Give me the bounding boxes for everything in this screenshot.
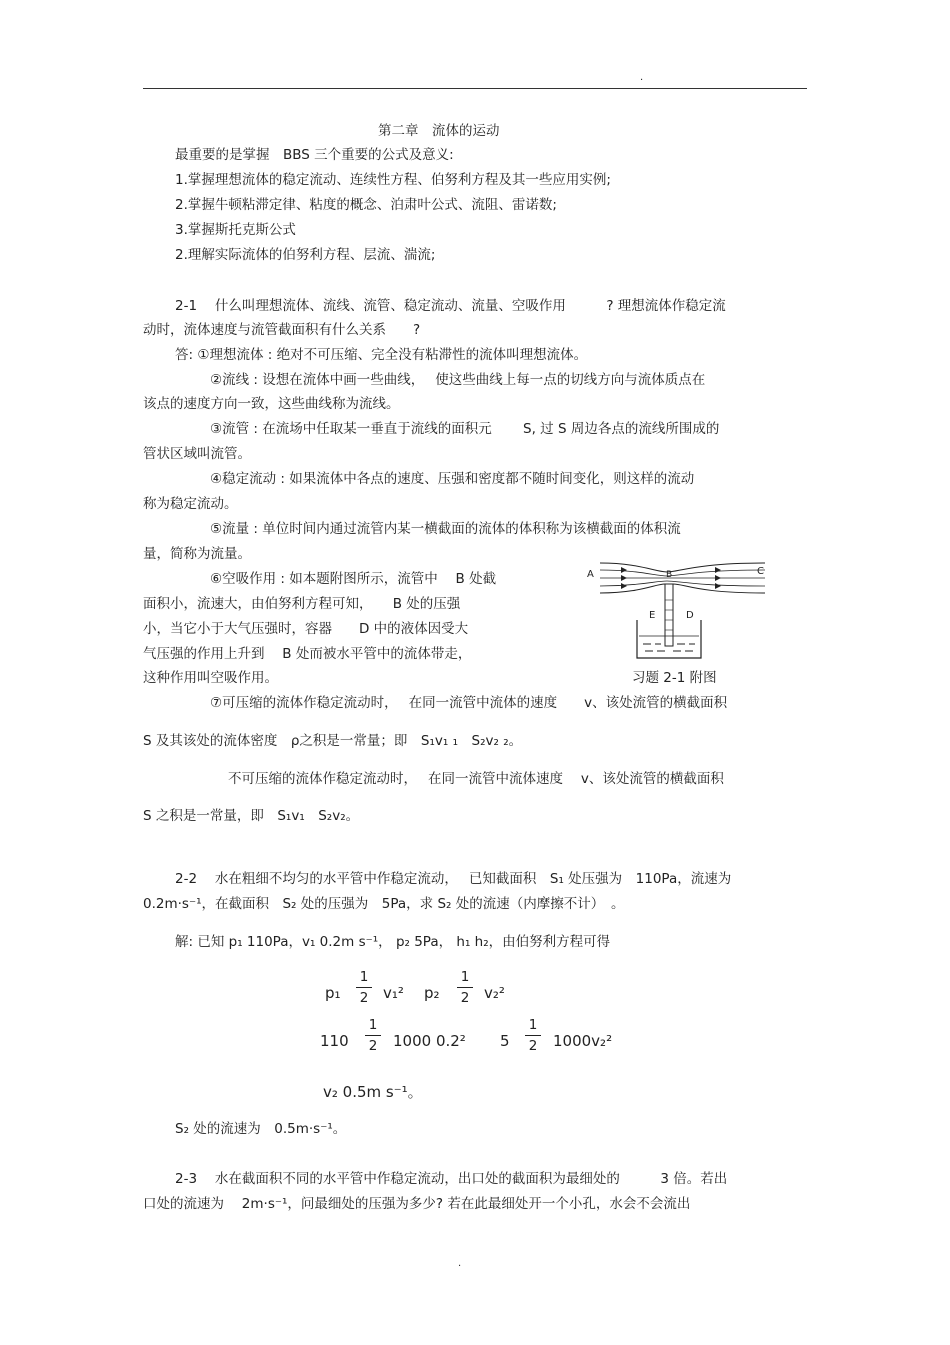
fraction: 1 2: [365, 1016, 381, 1055]
q21-line: 动时，流体速度与流管截面积有什么关系 ?: [143, 322, 421, 338]
q21-answer: ⑤流量 : 单位时间内通过流管内某一横截面的流体的体积称为该横截面的体积流: [210, 521, 681, 537]
q21-answer: 称为稳定流动。: [143, 496, 238, 512]
header-dot: .: [640, 72, 644, 83]
intro-item: 2.理解实际流体的伯努利方程、层流、湍流;: [175, 247, 436, 263]
label-d: D: [686, 610, 694, 621]
label-e: E: [649, 610, 656, 621]
figure-caption: 习题 2-1 附图: [632, 670, 717, 686]
intro-item: 1.掌握理想流体的稳定流动、连续性方程、伯努利方程及其一些应用实例;: [175, 172, 611, 188]
q21-answer: 该点的速度方向一致，这些曲线称为流线。: [143, 396, 400, 412]
label-a: A: [587, 569, 594, 580]
venturi-figure: [585, 560, 775, 669]
q21-answer: 量，简称为流量。: [143, 546, 251, 562]
q21-line: 2-1 什么叫理想流体、流线、流管、稳定流动、流量、空吸作用 ? 理想流体作稳定流: [175, 298, 726, 314]
label-b: B: [666, 570, 673, 580]
eq2-a: 110: [320, 1032, 349, 1050]
label-c: C: [757, 566, 764, 577]
q21-answer: 小，当它小于大气压强时，容器 D 中的液体因受大: [143, 621, 469, 637]
q21-answer: 面积小，流速大，由伯努利方程可知， B 处的压强: [143, 596, 461, 612]
eq1-p1: p₁: [325, 984, 341, 1002]
q21-answer: 答: ①理想流体 : 绝对不可压缩、完全没有粘滞性的流体叫理想流体。: [175, 347, 588, 363]
fraction: 1 2: [525, 1016, 541, 1055]
q22-result: S₂ 处的流速为 0.5m·s⁻¹。: [175, 1121, 347, 1137]
q22-line: 0.2m·s⁻¹，在截面积 S₂ 处的压强为 5Pa，求 S₂ 处的流速（内摩擦不计） 。: [143, 896, 625, 912]
q21-answer: ⑥空吸作用 : 如本题附图所示，流管中 B 处截: [210, 571, 497, 587]
q22-solution: 解: 已知 p₁ 110Pa，v₁ 0.2m s⁻¹， p₂ 5Pa， h₁ h₂，由伯努利方程可得: [175, 934, 611, 950]
q21-answer: 不可压缩的流体作稳定流动时， 在同一流管中流体速度 v、该处流管的横截面积: [228, 771, 724, 787]
q23-line: 口处的流速为 2m·s⁻¹，问最细处的压强为多少? 若在此最细处开一个小孔，水会不会流出: [143, 1196, 691, 1212]
header-rule: [143, 88, 807, 89]
intro-lead: 最重要的是掌握 BBS 三个重要的公式及意义:: [175, 147, 454, 163]
q21-answer: ②流线 : 设想在流体中画一些曲线， 使这些曲线上每一点的切线方向与流体质点在: [210, 372, 706, 388]
q21-answer: ③流管 : 在流场中任取某一垂直于流线的面积元 S, 过 S 周边各点的流线所围成的: [210, 421, 720, 437]
q21-answer: 管状区域叫流管。: [143, 446, 251, 462]
eq2-d: 1000v₂²: [553, 1032, 613, 1050]
q21-answer: 气压强的作用上升到 B 处而被水平管中的流体带走，: [143, 646, 472, 662]
q23-line: 2-3 水在截面积不同的水平管中作稳定流动，出口处的截面积为最细处的 3 倍。若出: [175, 1171, 728, 1187]
eq2-c: 5: [500, 1032, 510, 1050]
q22-line: 2-2 水在粗细不均匀的水平管中作稳定流动， 已知截面积 S₁ 处压强为 110Pa，流速为: [175, 871, 732, 887]
eq1-p2: p₂: [424, 984, 440, 1002]
q21-answer: ⑦可压缩的流体作稳定流动时， 在同一流管中流体的速度 v、该处流管的横截面积: [210, 695, 728, 711]
q21-answer: 这种作用叫空吸作用。: [143, 670, 278, 686]
q21-answer: S 及其该处的流体密度 ρ之积是一常量；即 S₁v₁ ₁ S₂v₂ ₂。: [143, 733, 523, 749]
eq1-v1: v₁²: [383, 984, 404, 1002]
footer-dot: .: [458, 1258, 462, 1269]
eq1-v2: v₂²: [484, 984, 505, 1002]
eq3: v₂ 0.5m s⁻¹。: [323, 1083, 423, 1101]
eq2-b: 1000 0.2²: [393, 1032, 466, 1050]
venturi-diagram: [585, 560, 775, 665]
q21-answer: ④稳定流动 : 如果流体中各点的速度、压强和密度都不随时间变化，则这样的流动: [210, 471, 695, 487]
intro-item: 2.掌握牛顿粘滞定律、粘度的概念、泊肃叶公式、流阻、雷诺数;: [175, 197, 557, 213]
q21-answer: S 之积是一常量，即 S₁v₁ S₂v₂。: [143, 808, 360, 824]
intro-item: 3.掌握斯托克斯公式: [175, 222, 296, 238]
fraction: 1 2: [457, 968, 473, 1007]
fraction: 1 2: [356, 968, 372, 1007]
chapter-title: 第二章 流体的运动: [378, 123, 500, 139]
